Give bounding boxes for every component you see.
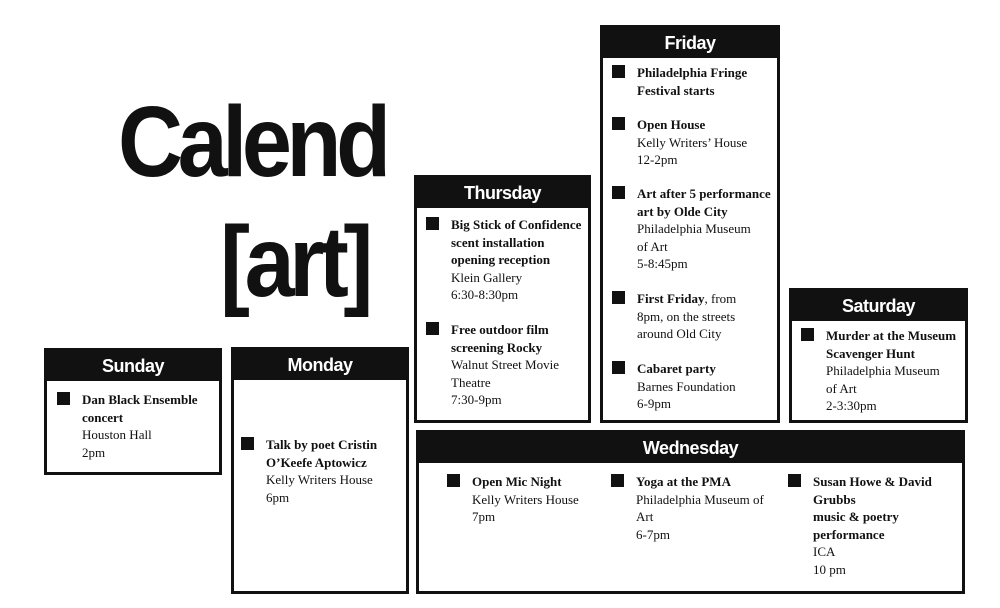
thursday-event-1	[426, 216, 588, 304]
event-title: Scavenger Hunt	[826, 345, 915, 361]
friday-event-4	[612, 290, 777, 343]
event-venue: Theatre	[451, 374, 491, 390]
event-title: screening Rocky	[451, 339, 543, 355]
event-title: Open Mic Night	[472, 474, 562, 489]
event-title: scent installation	[451, 234, 545, 250]
event-title: Murder at the Museum	[826, 328, 957, 343]
bullet-icon	[612, 186, 625, 199]
event-title: O’Keefe Aptowicz	[266, 454, 367, 470]
thursday-header: Thursday	[417, 178, 588, 208]
bullet-icon	[57, 392, 70, 405]
event-venue: of Art	[826, 380, 857, 396]
event-venue: Kelly Writers’ House	[637, 134, 748, 150]
bullet-icon	[426, 217, 439, 230]
event-title: Art after 5 performance	[637, 186, 771, 201]
friday-event-2	[612, 116, 777, 169]
sunday-box	[44, 348, 222, 475]
event-venue: 8pm, on the streets	[637, 308, 736, 324]
saturday-event	[801, 327, 966, 415]
monday-event	[241, 436, 406, 506]
saturday-header: Saturday	[792, 291, 965, 321]
page-title-line-2: [art]	[220, 206, 368, 318]
wednesday-event-1	[447, 473, 607, 526]
monday-header: Monday	[234, 350, 406, 380]
friday-event-1	[612, 64, 777, 99]
event-time: 6:30-8:30pm	[451, 287, 519, 302]
event-title: Open House	[637, 117, 706, 132]
event-title: performance	[813, 526, 885, 542]
wednesday-box	[416, 430, 965, 594]
event-title: Free outdoor film	[451, 322, 549, 337]
event-title: Talk by poet Cristin	[266, 437, 378, 452]
wednesday-event-2	[611, 473, 786, 543]
monday-box	[231, 347, 409, 594]
friday-event-3	[612, 185, 777, 273]
event-venue: around Old City	[637, 326, 722, 341]
event-time: 6-9pm	[637, 396, 671, 411]
event-title: Festival starts	[637, 82, 715, 98]
event-time: 7pm	[472, 509, 496, 524]
event-time: 5-8:45pm	[637, 256, 688, 271]
bullet-icon	[241, 437, 254, 450]
event-time: 7:30-9pm	[451, 392, 502, 407]
bullet-icon	[611, 474, 624, 487]
thursday-event-2	[426, 321, 588, 409]
event-title-rest: , from	[704, 291, 737, 306]
event-title: Philadelphia Fringe	[637, 65, 748, 80]
event-title: Susan Howe & David	[813, 474, 932, 489]
event-venue: Kelly Writers House	[472, 491, 579, 507]
event-venue: Philadelphia Museum of	[636, 491, 764, 507]
event-title: Dan Black Ensemble	[82, 392, 198, 407]
bullet-icon	[612, 117, 625, 130]
page-title-line-1: Calend	[118, 86, 386, 198]
event-title: art by Olde City	[637, 203, 728, 219]
friday-header: Friday	[603, 28, 777, 58]
event-venue: Walnut Street Movie	[451, 357, 559, 372]
event-title: concert	[82, 409, 124, 425]
event-time: 2-3:30pm	[826, 398, 877, 413]
thursday-box	[414, 175, 591, 423]
event-title: Cabaret party	[637, 361, 716, 376]
bullet-icon	[426, 322, 439, 335]
bullet-icon	[612, 291, 625, 304]
event-venue: Art	[636, 509, 654, 524]
saturday-box	[789, 288, 968, 423]
event-time: 6pm	[266, 489, 290, 505]
event-venue: of Art	[637, 238, 668, 254]
bullet-icon	[788, 474, 801, 487]
bullet-icon	[801, 328, 814, 341]
event-title: Big Stick of Confidence	[451, 217, 582, 232]
event-venue: Houston Hall	[82, 427, 152, 442]
wednesday-header: Wednesday	[419, 433, 962, 463]
bullet-icon	[447, 474, 460, 487]
friday-event-5	[612, 360, 777, 413]
event-venue: Philadelphia Museum	[637, 221, 751, 236]
event-time: 2pm	[82, 444, 106, 460]
sunday-event	[57, 391, 217, 461]
event-venue: Kelly Writers House	[266, 472, 373, 487]
sunday-header: Sunday	[47, 351, 219, 381]
event-title-line	[637, 290, 777, 308]
event-time: 6-7pm	[636, 526, 670, 542]
event-venue: Klein Gallery	[451, 269, 523, 285]
event-title: Yoga at the PMA	[636, 474, 731, 489]
event-title: opening reception	[451, 252, 551, 267]
event-title: music & poetry	[813, 509, 899, 524]
event-title: First Friday	[637, 291, 705, 306]
event-venue: ICA	[813, 544, 836, 559]
event-time: 10 pm	[813, 561, 846, 577]
wednesday-event-3	[788, 473, 958, 578]
event-venue: Philadelphia Museum	[826, 363, 940, 378]
bullet-icon	[612, 65, 625, 78]
bullet-icon	[612, 361, 625, 374]
event-time: 12-2pm	[637, 152, 678, 167]
event-title: Grubbs	[813, 491, 856, 507]
friday-box	[600, 25, 780, 423]
event-venue: Barnes Foundation	[637, 378, 736, 394]
